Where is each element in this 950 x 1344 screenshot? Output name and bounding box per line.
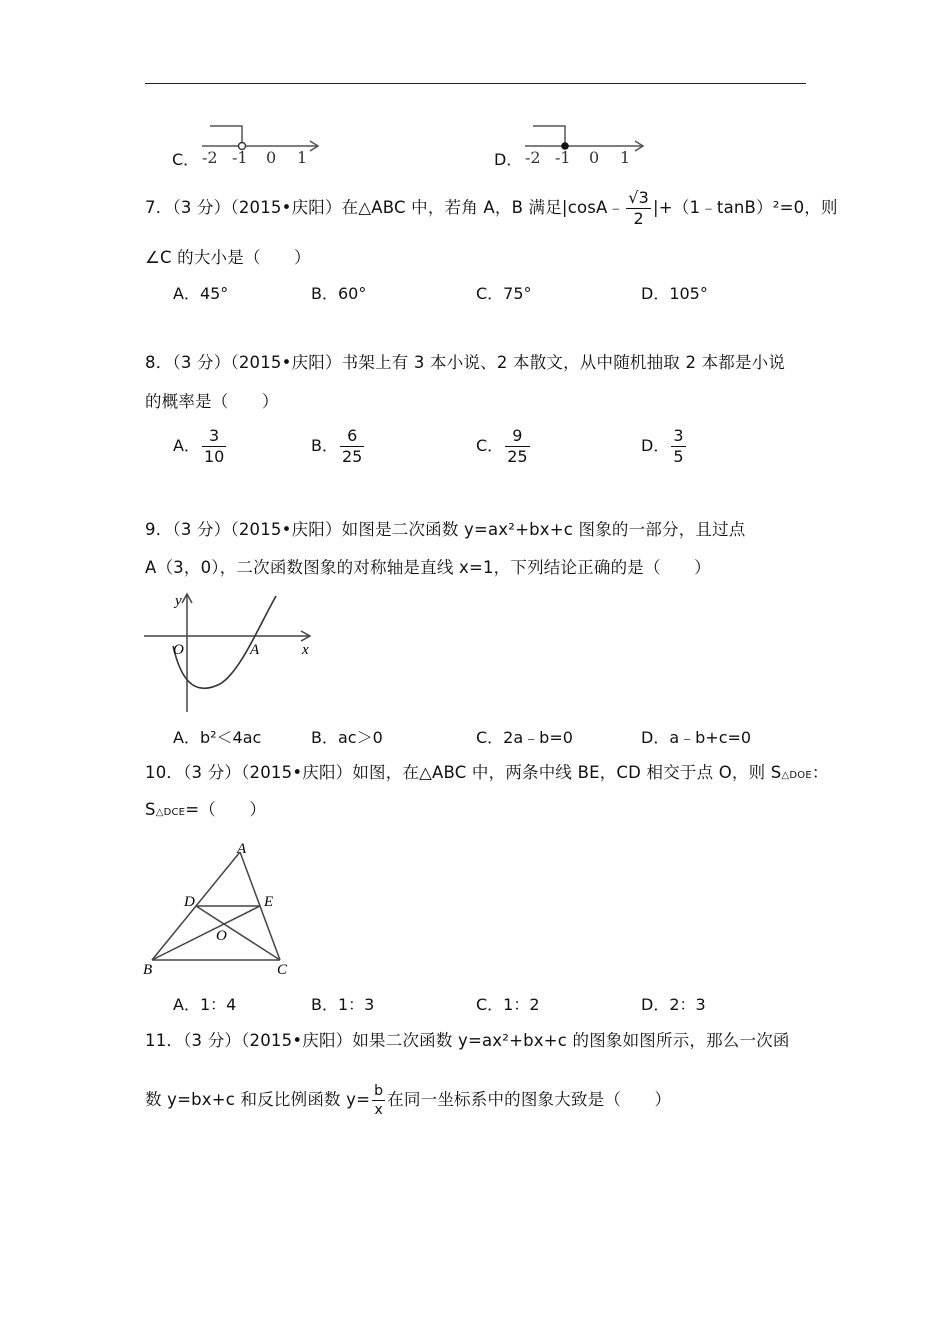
q8-option-d (641, 428, 688, 465)
q9-option-b: B．ac＞0 (311, 728, 383, 747)
q10-option-b: B．1：3 (311, 995, 375, 1014)
fig-label-x: x (302, 642, 309, 658)
q6-option-c-numberline (196, 118, 326, 168)
q7-fraction (626, 190, 651, 227)
q6-option-c-label: C． (172, 150, 200, 169)
fig-label-o: O (173, 642, 184, 658)
q7-frac-num: √3 (628, 188, 650, 207)
q7-stem-line1 (145, 190, 838, 227)
q11-stem-line1: 11．（3 分）（2015•庆阳）如果二次函数 y=ax²+bx+c 的图象如图所示，那么一次函 (145, 1031, 790, 1050)
tick-label: 1 (297, 148, 308, 167)
q9-option-a: A．b²＜4ac (173, 728, 262, 747)
tick-label: -1 (555, 148, 571, 167)
fig-label-a: A (250, 642, 260, 658)
q7-stem-pre: 7．（3 分）（2015•庆阳）在△ABC 中，若角 A，B 满足|cosA﹣ (145, 198, 625, 217)
q7-option-a: A．45° (173, 284, 229, 303)
frac-num: 6 (340, 428, 364, 447)
q8-option-b-fraction (340, 428, 364, 465)
q8-option-a (173, 428, 228, 465)
fig-label-y: y (175, 593, 182, 609)
q8-stem-line1: 8．（3 分）（2015•庆阳）书架上有 3 本小说、2 本散文，从中随机抽取 2 本都是小说 (145, 353, 786, 372)
q9-stem-line2: A（3，0），二次函数图象的对称轴是直线 x=1，下列结论正确的是（ ） (145, 558, 711, 577)
tick-label: 0 (266, 148, 277, 167)
fig-label-o: O (216, 928, 227, 944)
frac-den: x (374, 1102, 383, 1118)
fig-label-a: A (237, 841, 247, 857)
tick-label: 1 (620, 148, 631, 167)
frac-den: 10 (203, 447, 225, 466)
q9-option-c: C．2a﹣b=0 (476, 728, 573, 747)
q8-option-d-fraction (671, 428, 685, 465)
q10-s: S (145, 800, 156, 819)
frac-num: b (374, 1083, 384, 1099)
header-rule (145, 83, 806, 84)
tick-label: 0 (589, 148, 600, 167)
q8-option-c-label: C． (476, 436, 504, 455)
fig-label-d: D (184, 894, 195, 910)
q11-fraction (372, 1084, 385, 1117)
q6-option-d-numberline (519, 118, 649, 168)
tick-label: -2 (525, 148, 541, 167)
q10-colon: ： (811, 763, 829, 782)
q8-option-c (476, 428, 532, 465)
q10-stem-text: 10．（3 分）（2015•庆阳）如图，在△ABC 中，两条中线 BE，CD 相交于点 O，则 S (145, 763, 782, 782)
q11-stem-pre: 数 y=bx+c 和反比例函数 y= (145, 1090, 371, 1109)
frac-den: 5 (673, 447, 684, 466)
q10-option-a: A．1：4 (173, 995, 237, 1014)
tick-label: -1 (232, 148, 248, 167)
q8-option-b (311, 428, 366, 465)
q10-option-d: D．2：3 (641, 995, 706, 1014)
q10-sub-dce: △DCE (155, 807, 186, 818)
fig-label-b: B (143, 962, 153, 978)
q7-option-b: B．60° (311, 284, 367, 303)
frac-num: 3 (202, 428, 226, 447)
q10-stem-rest: =（ ） (185, 800, 267, 819)
q8-option-b-label: B． (311, 436, 338, 455)
q8-option-c-fraction (505, 428, 529, 465)
q7-option-c: C．75° (476, 284, 532, 303)
q9-parabola-figure (140, 588, 320, 716)
q8-option-a-label: A． (173, 436, 200, 455)
q10-stem-line1 (145, 765, 829, 782)
frac-num: 9 (505, 428, 529, 447)
q11-stem-line2 (145, 1084, 671, 1117)
fig-label-e: E (264, 894, 274, 910)
frac-den: 25 (341, 447, 363, 466)
q7-stem-line2: ∠C 的大小是（ ） (145, 248, 311, 267)
q8-stem-line2: 的概率是（ ） (145, 392, 279, 411)
fig-label-c: C (277, 962, 288, 978)
tick-label: -2 (202, 148, 218, 167)
frac-num: 3 (673, 426, 684, 445)
q11-stem-post: 在同一坐标系中的图象大致是（ ） (387, 1090, 672, 1109)
q7-frac-den: 2 (633, 209, 644, 228)
q6-option-d-label: D． (494, 150, 523, 169)
q10-sub-doe: △DOE (781, 770, 812, 781)
q9-option-d: D．a﹣b+c=0 (641, 728, 752, 747)
q9-stem-line1: 9．（3 分）（2015•庆阳）如图是二次函数 y=ax²+bx+c 图象的一部分，且过点 (145, 520, 746, 539)
q7-option-d: D．105° (641, 284, 708, 303)
q8-option-a-fraction (202, 428, 226, 465)
q10-option-c: C．1：2 (476, 995, 540, 1014)
q10-stem-line2 (145, 802, 266, 819)
q7-stem-post: |+（1﹣tanB）²=0，则 (653, 198, 838, 217)
frac-den: 25 (507, 447, 528, 466)
q8-option-d-label: D． (641, 436, 670, 455)
q10-triangle-figure (140, 838, 300, 978)
